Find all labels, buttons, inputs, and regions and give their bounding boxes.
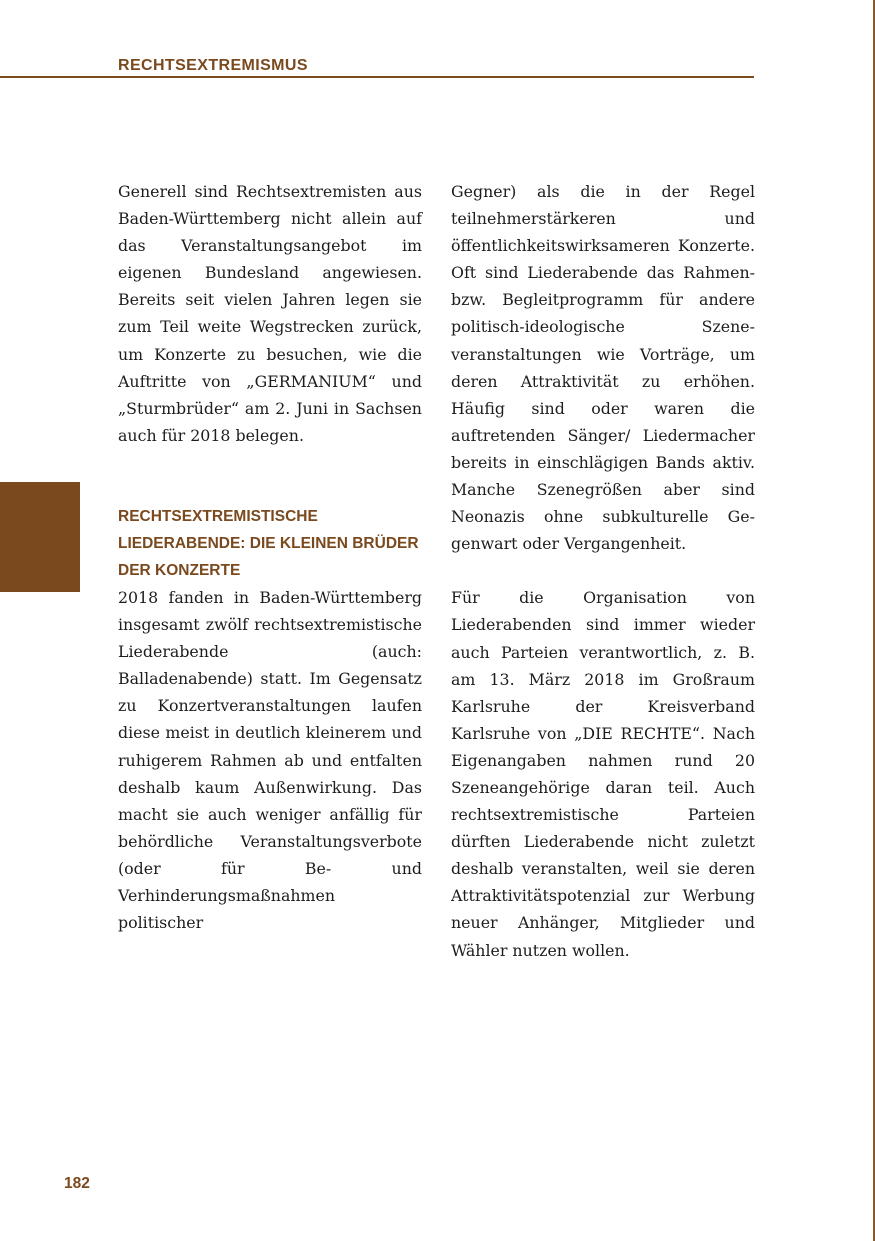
paragraph-continuation: Gegner) als die in der Regel teilnehmerstärkeren und öffentlichkeitswirksameren Konzerte. Oft sind Liederabende das Rahmen- bzw. Begleitprogramm für andere politisch-ideologische Szeneveranstaltungen wie Vorträge, um deren Attraktivität zu erhöhen. Häufig sind oder waren die auftretenden Sänger/ Liedermacher bereits in einschlägigen Bands aktiv. Manche Szenegrößen aber sind Neonazis ohne subkulturelle Gegenwart oder Vergangenheit. — [451, 182, 755, 554]
spacer — [118, 449, 422, 503]
section-heading: RECHTSEXTREMISTISCHE LIEDERABENDE: DIE KLEINEN BRÜDER DER KONZERTE — [118, 507, 419, 579]
page-number: 182 — [64, 1175, 90, 1192]
header-rule — [0, 76, 754, 78]
spacer — [451, 557, 755, 584]
left-column — [118, 178, 422, 936]
paragraph-liederabende: 2018 fanden in Baden-Württemberg insgesamt zwölf rechtsextremistische Liederabende (auch: Balladenabende) statt. Im Gegensatz zu Konzertveranstaltungen laufen diese meist in deutlich kleinerem und ruhigerem Rahmen ab und entfalten deshalb kaum Außenwirkung. Das macht sie auch weniger anfällig für behördliche Veranstaltungsverbote (oder für Be- und Verhinderungsmaßnahmen politischer — [118, 587, 422, 933]
running-header-title: RECHTSEXTREMISMUS — [118, 57, 308, 74]
chapter-side-tab — [0, 482, 80, 592]
paragraph-organisation: Für die Organisation von Liederabenden sind immer wieder auch Parteien verantwortlich, z. B. am 13. März 2018 im Großraum Karlsruhe der Kreisverband Karlsruhe von „DIE RECHTE“. Nach Eigenangaben nahmen rund 20 Szeneangehörige daran teil. Auch rechtsextremistische Parteien dürften Liederabende nicht zuletzt deshalb veranstalten, weil sie deren Attraktivitätspotenzial zur Werbung neuer Anhänger, Mitglieder und Wähler nutzen wollen. — [451, 588, 755, 960]
right-column — [451, 178, 755, 964]
paragraph-intro: Generell sind Rechtsextremisten aus Baden-Württemberg nicht allein auf das Veranstaltungsangebot im eigenen Bundesland angewiesen. Bereits seit vielen Jahren legen sie zum Teil weite Wegstrecken zurück, um Konzerte zu besuchen, wie die Auftritte von „GERMANIUM“ und „Sturmbrüder“ am 2. Juni in Sachsen auch für 2018 belegen. — [118, 182, 422, 445]
